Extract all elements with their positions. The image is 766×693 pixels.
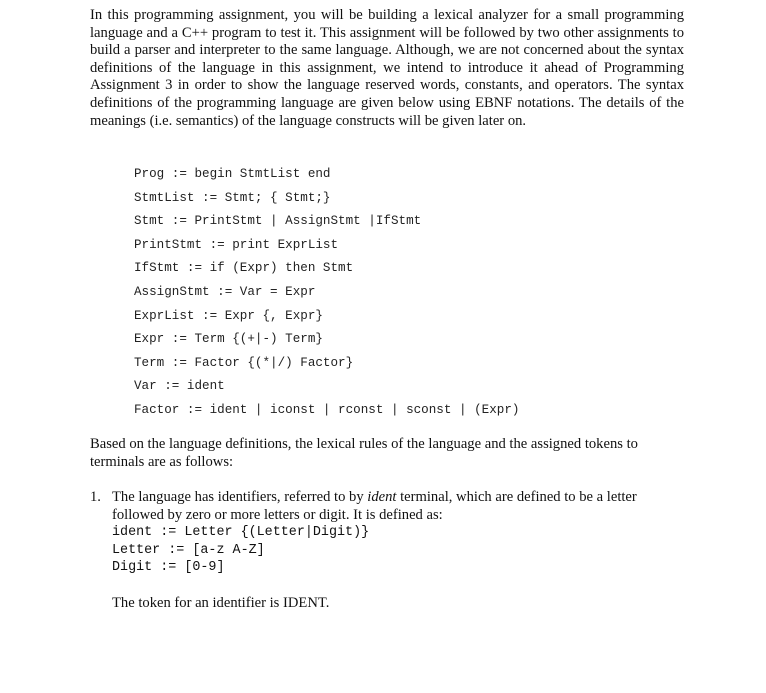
list-item-text <box>112 489 687 524</box>
grammar-rule: Term := Factor {(*|/) Factor} <box>134 355 354 370</box>
grammar-rule: Factor := ident | iconst | rconst | sconst | (Expr) <box>134 402 520 417</box>
grammar-rule: Prog := begin StmtList end <box>134 167 331 181</box>
intro-paragraph: In this programming assignment, you will be building a lexical analyzer for a small programming language and a C++ program to test it. This assignment will be followed by two other assignments to build a parser and interpreter to the same language. Although, we are not concerned about the syntax definitions of the language in this assignment, we intend to introduce it ahead of Programming Assignment 3 in order to show the language reserved words, constants, and operators. The syntax definitions of the programming language are given below using EBNF notations. The details of the meanings (i.e. semantics) of the language constructs will be given later on. <box>90 7 684 129</box>
grammar-rule: Stmt := PrintStmt | AssignStmt |IfStmt <box>134 214 422 229</box>
token-note: The token for an identifier is IDENT. <box>112 595 330 611</box>
list-item <box>112 489 687 611</box>
grammar-rule: Expr := Term {(+|-) Term} <box>134 332 323 347</box>
definition-line: Letter := [a-z A-Z] <box>112 542 265 558</box>
definition-line: Digit := [0-9] <box>112 560 225 576</box>
grammar-rule: ExprList := Expr {, Expr} <box>134 308 323 323</box>
grammar-rule: Var := ident <box>134 379 225 394</box>
item-text-after: terminal, which are defined to be a letter followed by zero or more letters or digit. It is defined as: <box>112 489 637 523</box>
definition-line: ident := Letter {(Letter|Digit)} <box>112 525 370 541</box>
grammar-rule: PrintStmt := print ExprList <box>134 237 339 252</box>
grammar-block <box>134 163 519 423</box>
list-item-number: 1. <box>90 489 101 505</box>
item-text-before: The language has identifiers, referred to by <box>112 489 368 505</box>
grammar-rule: AssignStmt := Var = Expr <box>134 284 316 299</box>
grammar-rule: StmtList := Stmt; { Stmt;} <box>134 190 331 205</box>
grammar-rule: IfStmt := if (Expr) then Stmt <box>134 261 354 276</box>
lexical-intro-paragraph: Based on the language definitions, the lexical rules of the language and the assigned tokens to terminals are as follows: <box>90 436 638 470</box>
item-term: ident <box>367 489 397 505</box>
